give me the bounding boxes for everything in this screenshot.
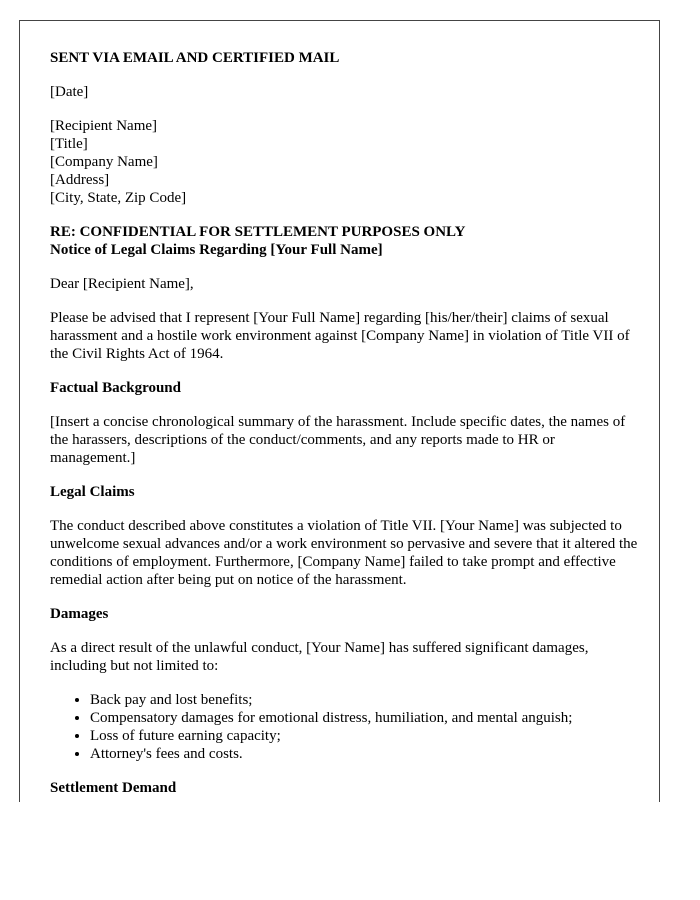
recipient-name: [Recipient Name] [50, 118, 158, 134]
legal-claims-body: The conduct described above constitutes a violation of Title VII. [Your Name] was subjected to unwelcome sexual advances and/or a work environment so pervasive and severe that it altered the conditions of employment. Furthermore, [Company Name] failed to take prompt and effective remedial action after being put on notice of the harassment. [50, 518, 638, 588]
intro-paragraph: Please be advised that I represent [Your Full Name] regarding [his/her/their] claims of sexual harassment and a hostile work environment against [Company Name] in violation of Title VII of the Civil Rights Act of 1964. [50, 310, 630, 362]
list-item: • Back pay and lost benefits; [90, 691, 640, 709]
list-item: • Compensatory damages for emotional distress, humiliation, and mental anguish; [90, 709, 640, 727]
factual-background-heading: Factual Background [50, 380, 181, 396]
damages-list [50, 691, 640, 763]
subject-block [50, 223, 640, 259]
damages-body: As a direct result of the unlawful conduct, [Your Name] has suffered significant damages, including but not limited to: [50, 640, 589, 674]
legal-claims-heading: Legal Claims [50, 484, 135, 500]
list-item: • Attorney's fees and costs. [90, 745, 640, 763]
recipient-city-state-zip: [City, State, Zip Code] [50, 190, 187, 206]
list-item: • Loss of future earning capacity; [90, 727, 640, 745]
recipient-address: [Address] [50, 172, 110, 188]
subject-line-1: RE: CONFIDENTIAL FOR SETTLEMENT PURPOSES ONLY [50, 224, 466, 240]
recipient-title: [Title] [50, 136, 88, 152]
settlement-demand-heading: Settlement Demand [50, 780, 177, 796]
salutation: Dear [Recipient Name], [50, 276, 194, 292]
letter-content [50, 49, 640, 802]
letter-date: [Date] [50, 84, 89, 100]
recipient-block [50, 117, 640, 207]
damages-heading: Damages [50, 606, 109, 622]
recipient-company: [Company Name] [50, 154, 158, 170]
factual-background-body: [Insert a concise chronological summary of the harassment. Include specific dates, the names of the harassers, descriptions of the conduct/comments, and any reports made to HR or management.] [50, 414, 626, 466]
subject-line-2: Notice of Legal Claims Regarding [Your Full Name] [50, 242, 383, 258]
delivery-method: SENT VIA EMAIL AND CERTIFIED MAIL [50, 50, 340, 66]
letter-page [19, 20, 660, 802]
